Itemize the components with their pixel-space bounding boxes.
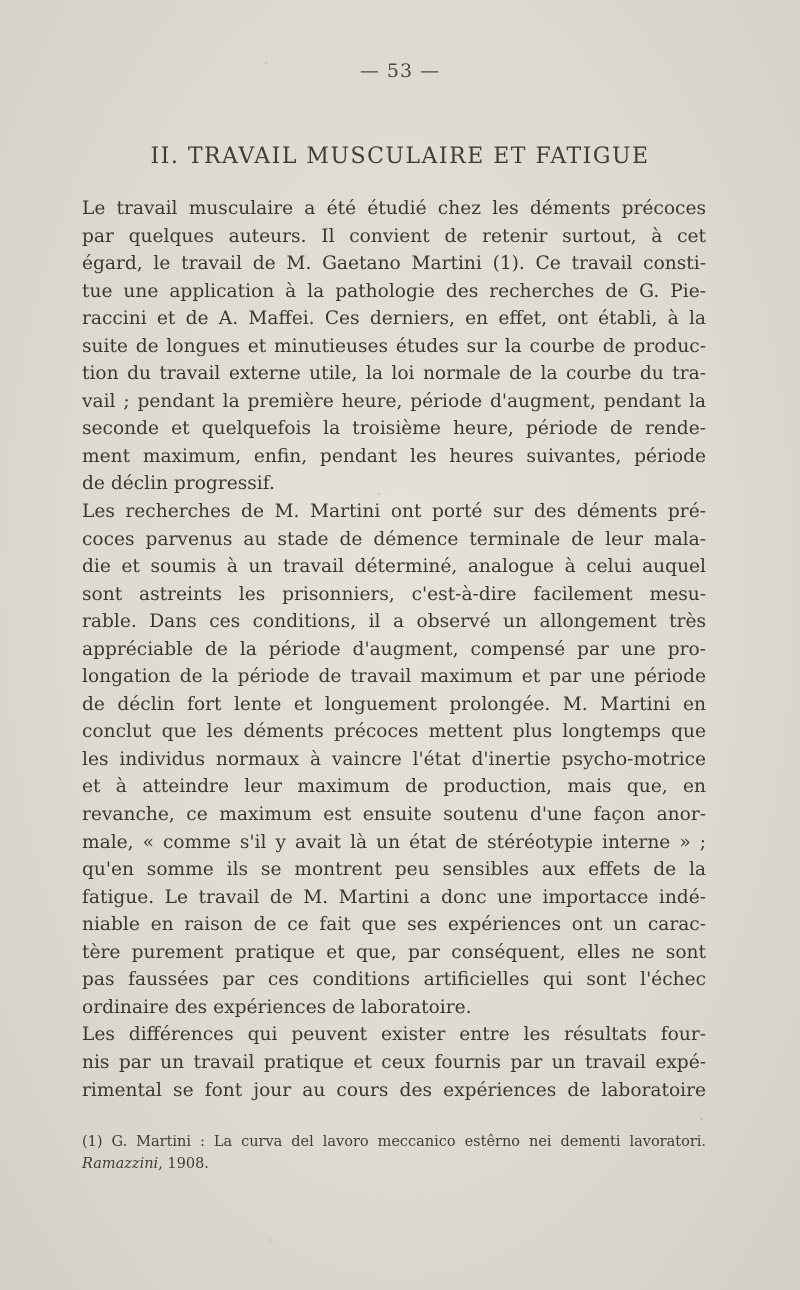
text-line: raccini et de A. Maffei. Ces derniers, en effet, ont établi, à la: [82, 308, 706, 330]
text-line: Les recherches de M. Martini ont porté sur des déments pré-: [82, 501, 706, 523]
text-line: ment maximum, enfin, pendant les heures suivantes, période: [82, 445, 706, 467]
text-line: par quelques auteurs. Il convient de retenir surtout, à cet: [82, 225, 706, 247]
footnote-source: [82, 1153, 706, 1175]
paragraph-2: [82, 498, 706, 1021]
text-line: seconde et quelquefois la troisième heure, période de rende-: [82, 418, 706, 440]
chapter-title: II. TRAVAIL MUSCULAIRE ET FATIGUE: [150, 144, 650, 169]
paragraph-3: [82, 1021, 706, 1104]
text-line: de déclin fort lente et longuement prolongée. M. Martini en: [82, 693, 706, 715]
text-line: suite de longues et minutieuses études sur la courbe de produc-: [82, 335, 706, 357]
text-line: revanche, ce maximum est ensuite soutenu d'une façon anor-: [82, 804, 706, 826]
scan-speck: [700, 1118, 703, 1120]
text-line: de déclin progressif.: [82, 473, 275, 495]
scan-speck: [265, 62, 267, 64]
text-line: die et soumis à un travail déterminé, analogue à celui auquel: [82, 556, 706, 578]
page-number: — 53 —: [359, 60, 441, 82]
text-line: ordinaire des expériences de laboratoire.: [82, 996, 472, 1018]
text-line: Les différences qui peuvent exister entre les résultats four-: [82, 1024, 706, 1046]
scan-speck: [378, 493, 380, 495]
text-line: vail ; pendant la première heure, période d'augment, pendant la: [82, 390, 706, 412]
text-line: longation de la période de travail maximum et par une période: [82, 666, 706, 688]
scan-speck: [270, 1238, 271, 1243]
text-line: tue une application à la pathologie des recherches de G. Pie-: [82, 280, 706, 302]
text-line: égard, le travail de M. Gaetano Martini (1). Ce travail consti-: [82, 253, 706, 275]
text-line: pas faussées par ces conditions artificielles qui sont l'échec: [82, 969, 706, 991]
footnote-year: , 1908.: [158, 1156, 209, 1172]
footnote-citation: (1) G. Martini : La curva del lavoro meccanico estêrno nei dementi lavoratori.: [82, 1134, 706, 1150]
text-line: rimental se font jour au cours des expériences de laboratoire: [82, 1079, 706, 1101]
text-line: tion du travail externe utile, la loi normale de la courbe du tra-: [82, 363, 706, 385]
paragraph-1: [82, 195, 706, 498]
text-line: et à atteindre leur maximum de production, mais que, en: [82, 776, 706, 798]
text-line: niable en raison de ce fait que ses expériences ont un carac-: [82, 914, 706, 936]
text-line: appréciable de la période d'augment, compensé par une pro-: [82, 638, 706, 660]
text-line: nis par un travail pratique et ceux fournis par un travail expé-: [82, 1051, 706, 1073]
footnote: [82, 1131, 706, 1175]
body-text: [82, 195, 706, 1104]
text-line: conclut que les déments précoces mettent plus longtemps que: [82, 721, 706, 743]
text-line: fatigue. Le travail de M. Martini a donc une importacce indé-: [82, 886, 706, 908]
text-line: coces parvenus au stade de démence terminale de leur mala-: [82, 528, 706, 550]
text-line: rable. Dans ces conditions, il a observé un allongement très: [82, 611, 706, 633]
text-line: les individus normaux à vaincre l'état d'inertie psycho-motrice: [82, 748, 706, 770]
text-line: qu'en somme ils se montrent peu sensibles aux effets de la: [82, 859, 706, 881]
text-line: tère purement pratique et que, par conséquent, elles ne sont: [82, 941, 706, 963]
footnote-journal: Ramazzini: [82, 1156, 159, 1172]
text-line: male, « comme s'il y avait là un état de stéréotypie interne » ;: [82, 831, 706, 853]
text-line: Le travail musculaire a été étudié chez les déments précoces: [82, 198, 706, 219]
text-line: sont astreints les prisonniers, c'est-à-dire facilement mesu-: [82, 583, 706, 605]
